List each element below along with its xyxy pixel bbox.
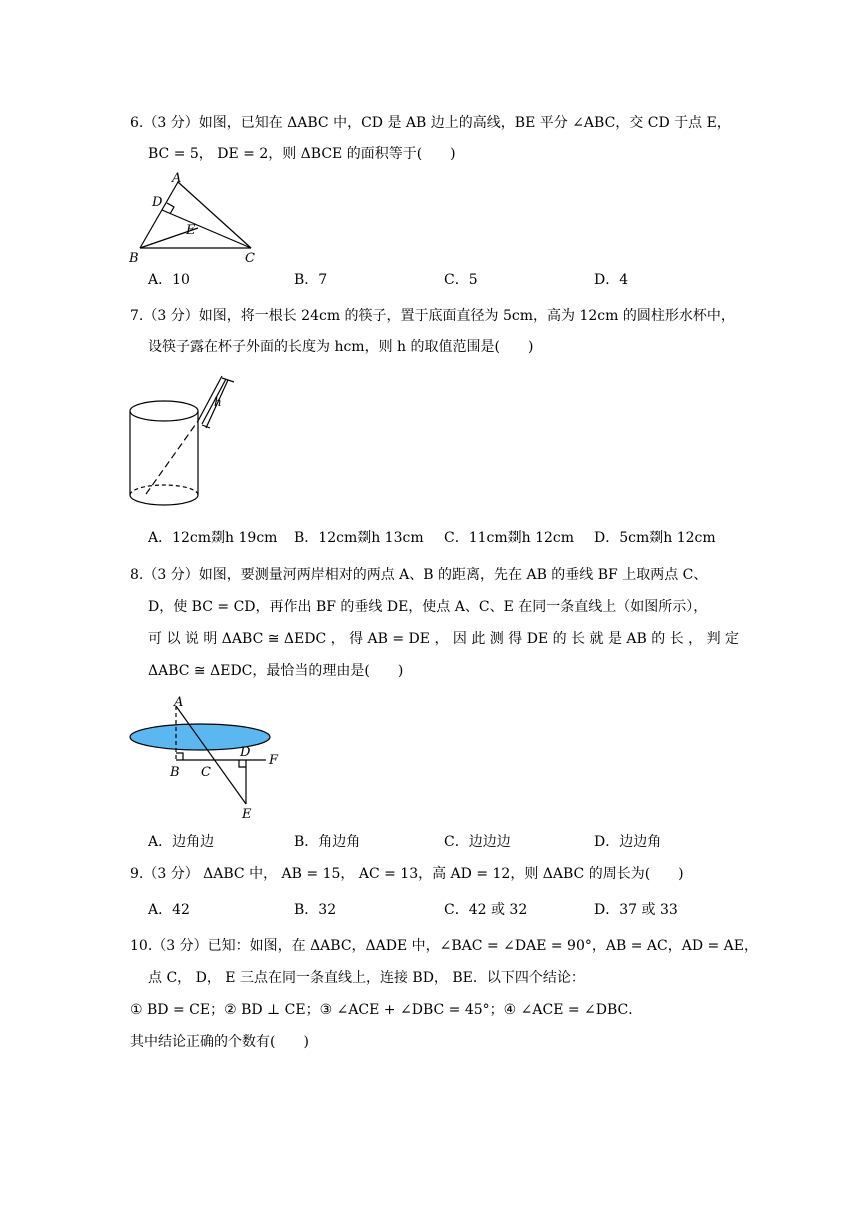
q8-option-d: D．边边角 (594, 834, 662, 850)
q6-label-e: E (186, 223, 196, 238)
q8-option-b: B．角边角 (294, 834, 361, 850)
q6-option-a: A．10 (148, 272, 190, 288)
q10-stem-line-2: 点 C， D， E 三点在同一条直线上，连接 BD， BE．以下四个结论： (148, 970, 585, 986)
q8-label-e: E (242, 807, 252, 822)
q9-option-a: A．42 (148, 902, 190, 918)
q7-figure (126, 370, 246, 512)
q10-stem-line-3: ① BD = CE；② BD ⊥ CE；③ ∠ACE + ∠DBC = 45°；④ ∠ACE = ∠DBC． (130, 1002, 643, 1018)
q6-option-d: D．4 (594, 272, 629, 288)
q6-label-d: D (152, 195, 163, 210)
q9-option-d: D．37 或 33 (594, 902, 678, 918)
q7-option-a: A．12cm剟h 19cm (148, 530, 278, 546)
q6-option-b: B．7 (294, 272, 328, 288)
q8-option-c: C．边边边 (444, 834, 511, 850)
q6-stem-line-2: BC = 5， DE = 2，则 ΔBCE 的面积等于( ) (148, 146, 456, 162)
q9-stem-line-1: 9.（3 分） ΔABC 中， AB = 15， AC = 13，高 AD = 12，则 ΔABC 的周长为( ) (130, 866, 684, 882)
q6-label-a: A (172, 171, 182, 186)
q8-option-a: A．边角边 (148, 834, 215, 850)
q7-option-c: C．11cm剟h 12cm (444, 530, 575, 546)
q8-label-f: F (269, 753, 279, 768)
q9-option-c: C．42 或 32 (444, 902, 528, 918)
q6-figure (126, 170, 266, 266)
q9-options (148, 900, 748, 920)
q7-stem-line-2: 设筷子露在杯子外面的长度为 hcm，则 h 的取值范围是( ) (148, 339, 534, 355)
q8-label-a: A (174, 695, 184, 710)
q7-label-h: h (214, 395, 222, 409)
q6-stem-line-1: 6.（3 分）如图，已知在 ΔABC 中，CD 是 AB 边上的高线，BE 平分 ∠ABC，交 CD 于点 E， (130, 115, 731, 131)
q10-stem-line-4: 其中结论正确的个数有( ) (130, 1034, 309, 1050)
q8-stem-line-3: 可 以 说 明 ΔABC ≅ ΔEDC ， 得 AB = DE ， 因 此 测 得 DE 的 长 就 是 AB 的 长 ， 判 定 (148, 631, 740, 647)
q7-option-d: D．5cm剟h 12cm (594, 530, 716, 546)
q9-option-b: B．32 (294, 902, 337, 918)
q7-options (148, 528, 748, 548)
q8-stem-line-4: ΔABC ≅ ΔEDC，最恰当的理由是( ) (148, 663, 404, 679)
q8-label-b: B (170, 765, 180, 780)
q6-option-c: C．5 (444, 272, 478, 288)
q7-stem-line-1: 7.（3 分）如图，将一根长 24cm 的筷子，置于底面直径为 5cm，高为 12cm 的圆柱形水杯中， (130, 308, 735, 324)
q8-label-c: C (201, 765, 211, 780)
q6-label-c: C (245, 251, 255, 266)
q10-stem-line-1: 10.（3 分）已知：如图，在 ΔABC，ΔADE 中，∠BAC = ∠DAE = 90°，AB = AC，AD = AE， (130, 938, 759, 954)
q8-options (148, 832, 748, 852)
q8-label-d: D (240, 745, 251, 760)
q7-option-b: B．12cm剟h 13cm (294, 530, 424, 546)
q8-figure (126, 692, 286, 822)
q8-stem-line-1: 8.（3 分）如图，要测量河两岸相对的两点 A、B 的距离，先在 AB 的垂线 BF 上取两点 C、 (130, 567, 708, 583)
q8-stem-line-2: D，使 BC = CD，再作出 BF 的垂线 DE，使点 A、C、E 在同一条直线上（如图所示）， (148, 599, 708, 615)
q6-options (148, 270, 748, 290)
q6-label-b: B (129, 251, 139, 266)
